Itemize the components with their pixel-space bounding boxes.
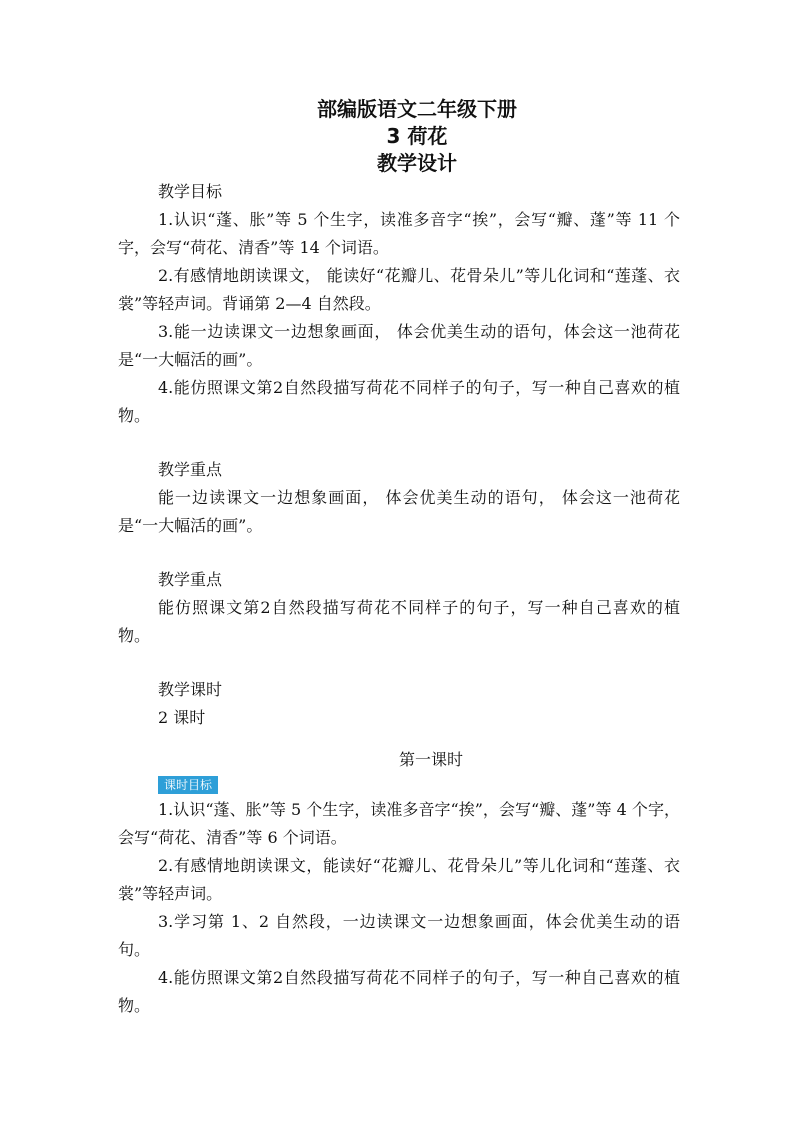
badge-row — [118, 774, 680, 794]
goal-item: 3.能一边读课文一边想象画面， 体会优美生动的语句，体会这一池荷花是“一大幅活的画”。 — [118, 322, 680, 369]
lesson-goals-badge: 课时目标 — [158, 776, 218, 794]
spacer — [118, 650, 680, 676]
spacer — [118, 540, 680, 566]
document-title: 部编版语文二年级下册 — [317, 97, 517, 121]
goals-heading: 教学目标 — [158, 182, 223, 201]
lesson-title: 3 荷花 — [386, 124, 448, 148]
document-body — [118, 178, 680, 1020]
goal-item: 4.能仿照课文第2自然段描写荷花不同样子的句子，写一种自己喜欢的植物。 — [118, 378, 680, 425]
difficult-points-heading: 教学重点 — [158, 570, 223, 589]
spacer — [118, 430, 680, 456]
title-block — [0, 96, 794, 177]
hours-heading: 教学课时 — [158, 680, 223, 699]
lesson-goal-item: 1.认识“蓬、胀”等 5 个生字，读准多音字“挨”，会写“瓣、蓬”等 4 个字，会写“荷花、清香”等 6 个词语。 — [118, 800, 680, 847]
goal-item: 2.有感情地朗读课文， 能读好“花瓣儿、花骨朵儿”等儿化词和“莲蓬、衣裳”等轻声词。背诵第 2—4 自然段。 — [118, 266, 680, 313]
lesson-goal-item: 2.有感情地朗读课文，能读好“花瓣儿、花骨朵儿”等儿化词和“莲蓬、衣裳”等轻声词。 — [118, 856, 680, 903]
first-lesson-title: 第一课时 — [398, 750, 463, 769]
key-points-heading: 教学重点 — [158, 460, 223, 479]
difficult-points-text: 能仿照课文第2自然段描写荷花不同样子的句子，写一种自己喜欢的植物。 — [118, 598, 680, 645]
document-subtitle: 教学设计 — [377, 151, 457, 175]
key-points-text: 能一边读课文一边想象画面， 体会优美生动的语句， 体会这一池荷花是“一大幅活的画”。 — [118, 488, 680, 535]
lesson-goal-item: 4.能仿照课文第2自然段描写荷花不同样子的句子，写一种自己喜欢的植物。 — [118, 968, 680, 1015]
hours-value: 2 课时 — [158, 708, 206, 727]
goal-item: 1.认识“蓬、胀”等 5 个生字，读准多音字“挨”，会写“瓣、蓬”等 11 个字，会写“荷花、清香”等 14 个词语。 — [118, 210, 680, 257]
lesson-goal-item: 3.学习第 1、2 自然段，一边读课文一边想象画面，体会优美生动的语句。 — [118, 912, 680, 959]
